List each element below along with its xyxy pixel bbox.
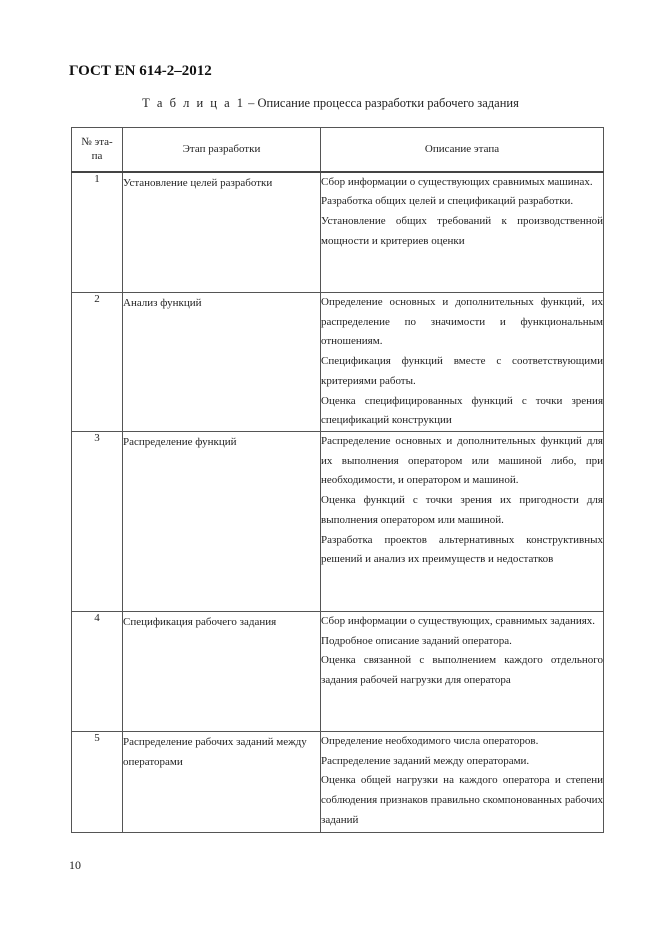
description-paragraph: Сбор информации о существующих, сравнимых заданиях. <box>321 615 596 627</box>
table-header <box>72 128 604 172</box>
table-body <box>72 172 604 833</box>
description-paragraph: Оценка связанной с выполнением каждого отдельного задания рабочей нагрузки для оператора <box>321 654 603 687</box>
page-number: 10 <box>69 858 81 872</box>
stage-number: 4 <box>72 612 123 732</box>
description-paragraph: Распределение заданий между операторами. <box>321 754 530 767</box>
table-row <box>72 732 604 833</box>
description-paragraph: Определение необходимого числа операторов. <box>321 735 539 747</box>
table-row <box>72 172 604 293</box>
description-paragraph: Определение основных и дополнительных функций, их распределение по значимости и функциональным отношениям. <box>321 296 603 348</box>
stage-number: 1 <box>72 172 123 293</box>
description-paragraph: Распределение основных и дополнительных функций для их выполнения оператором или машиной либо, при необходимости, и оператором и машиной. <box>321 435 603 487</box>
stage-description <box>321 432 604 612</box>
description-paragraph: Сбор информации о существующих сравнимых машинах. <box>321 175 593 188</box>
column-header-description: Описание этапа <box>321 128 604 172</box>
stage-name: Анализ функций <box>123 293 321 432</box>
table-caption-prefix: Т а б л и ц а 1 <box>142 96 245 110</box>
description-paragraph: Оценка специфицированных функций с точки зрения спецификаций конструкции <box>321 394 603 427</box>
stage-number: 2 <box>72 293 123 432</box>
description-paragraph: Подробное описание заданий оператора. <box>321 634 512 647</box>
table-row <box>72 432 604 612</box>
description-paragraph: Разработка общих целей и спецификаций разработки. <box>321 195 574 208</box>
column-header-number: № эта- па <box>72 128 123 172</box>
table-caption <box>0 96 661 111</box>
table-caption-text: – Описание процесса разработки рабочего задания <box>245 96 519 110</box>
stage-name: Распределение функций <box>123 432 321 612</box>
table-row <box>72 612 604 732</box>
stage-name: Спецификация рабочего задания <box>123 612 321 732</box>
description-paragraph: Оценка общей нагрузки на каждого оператора и степени соблюдения признаков правильно скомпонованных рабочих заданий <box>321 774 603 826</box>
stage-description <box>321 732 604 833</box>
stage-number: 3 <box>72 432 123 612</box>
description-paragraph: Спецификация функций вместе с соответствующими критериями работы. <box>321 355 603 387</box>
stages-table <box>71 127 604 833</box>
description-paragraph: Оценка функций с точки зрения их пригодности для выполнения оператором или машиной. <box>321 494 603 526</box>
table-row <box>72 293 604 432</box>
stage-description <box>321 172 604 293</box>
description-paragraph: Разработка проектов альтернативных конструктивных решений и анализ их преимуществ и недостатков <box>321 533 603 566</box>
page-header-standard: ГОСТ EN 614-2–2012 <box>69 63 212 79</box>
table-header-row <box>72 128 604 172</box>
stage-number: 5 <box>72 732 123 833</box>
description-paragraph: Установление общих требований к производственной мощности и критериев оценки <box>321 214 603 247</box>
stage-description <box>321 612 604 732</box>
column-header-stage: Этап разработки <box>123 128 321 172</box>
stage-name: Установление целей разработки <box>123 172 321 293</box>
stage-name: Распределение рабочих заданий между операторами <box>123 732 321 833</box>
stage-description <box>321 293 604 432</box>
